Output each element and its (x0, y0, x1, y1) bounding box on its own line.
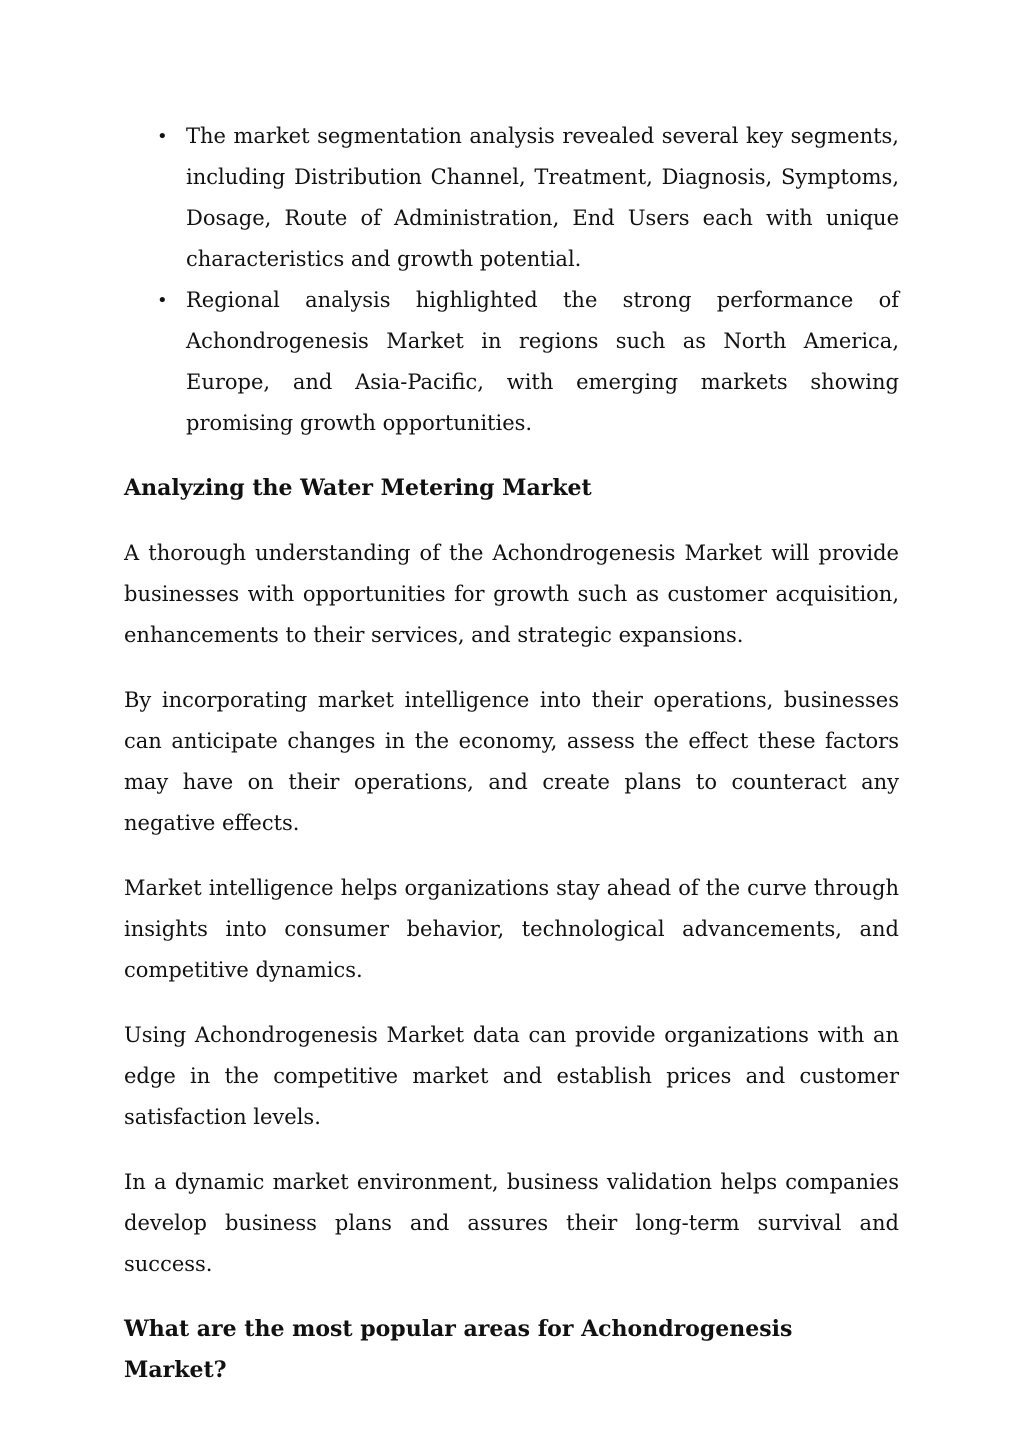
section-heading: Analyzing the Water Metering Market (124, 475, 592, 501)
bullet-text: The market segmentation analysis revealed several key segments, including Distribution Channel, Treatment, Diagnosis, Symptoms, Dosage, Route of Administration, End Users each with unique characteristics and growth potential. (186, 124, 899, 271)
bullet-text: Regional analysis highlighted the strong performance of Achondrogenesis Market in regions such as North America, Europe, and Asia-Pacific, with emerging markets showing promising growth opportunities. (186, 288, 899, 435)
bullet-icon: • (157, 290, 168, 311)
bullet-list (124, 116, 899, 444)
paragraph: By incorporating market intelligence into their operations, businesses can anticipate changes in the economy, assess the effect these factors may have on their operations, and create plans to counteract any negative effects. (124, 688, 899, 835)
bullet-icon: • (157, 126, 168, 147)
paragraph: Using Achondrogenesis Market data can provide organizations with an edge in the competitive market and establish prices and customer satisfaction levels. (124, 1023, 899, 1129)
list-item (124, 280, 899, 444)
paragraph: Market intelligence helps organizations stay ahead of the curve through insights into consumer behavior, technological advancements, and competitive dynamics. (124, 876, 899, 982)
final-heading: What are the most popular areas for Achondrogenesis Market? (124, 1316, 793, 1383)
document-page (124, 116, 899, 1391)
paragraph: In a dynamic market environment, business validation helps companies develop business plans and assures their long-term survival and success. (124, 1170, 899, 1276)
paragraph: A thorough understanding of the Achondrogenesis Market will provide businesses with opportunities for growth such as customer acquisition, enhancements to their services, and strategic expansions. (124, 541, 899, 647)
list-item (124, 116, 899, 280)
